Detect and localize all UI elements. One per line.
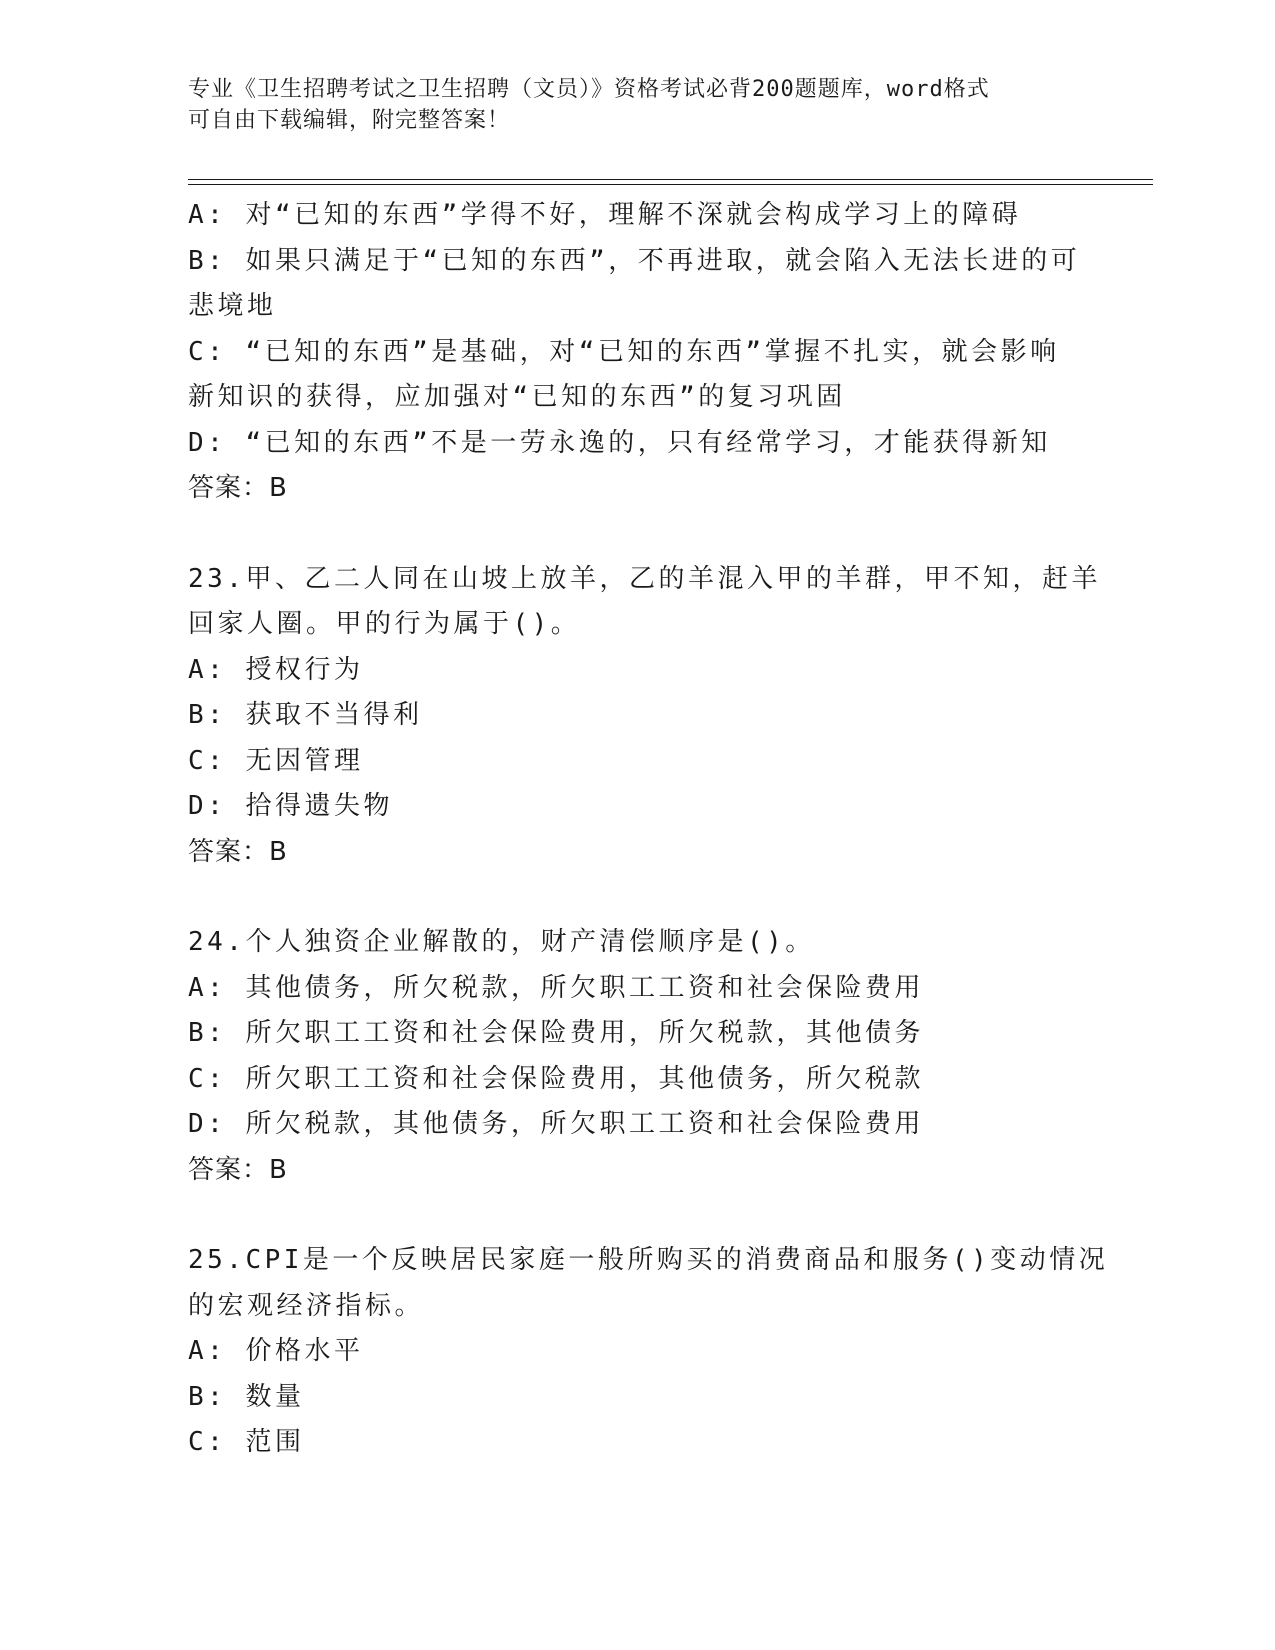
header-line: 专业《卫生招聘考试之卫生招聘（文员）》资格考试必背200题题库，word格式	[188, 77, 990, 102]
spacer	[188, 1193, 1088, 1238]
document-body	[188, 193, 1109, 1466]
question-stem-continued: 回家人圈。甲的行为属于()。	[188, 609, 581, 639]
option-b: B: 获取不当得利	[188, 700, 423, 730]
question-24	[188, 920, 1088, 1193]
option-c: C: 无因管理	[188, 745, 364, 776]
option-b: B: 如果只满足于“已知的东西”，不再进取，就会陷入无法长进的可	[188, 245, 1081, 276]
header-divider	[188, 184, 1153, 185]
document-header	[188, 74, 1088, 136]
question-stem-continued: 的宏观经济指标。	[188, 1290, 425, 1321]
option-c-continued: 新知识的获得，应加强对“已知的东西”的复习巩固	[188, 382, 846, 412]
spacer	[188, 512, 1088, 557]
question-stem: 23.甲、乙二人同在山坡上放羊，乙的羊混入甲的羊群，甲不知，赶羊	[188, 563, 1101, 594]
option-b: B: 数量	[188, 1381, 305, 1412]
answer-line: 答案：B	[188, 1154, 288, 1185]
option-c: C: 所欠职工工资和社会保险费用，其他债务，所欠税款	[188, 1063, 924, 1094]
spacer	[188, 875, 1088, 920]
question-22-options	[188, 193, 1088, 512]
header-line: 可自由下载编辑，附完整答案！	[188, 108, 511, 133]
option-d: D: 拾得遗失物	[188, 791, 393, 821]
option-a: A: 价格水平	[188, 1336, 364, 1366]
question-stem: 25.CPI是一个反映居民家庭一般所购买的消费商品和服务()变动情况	[188, 1245, 1109, 1275]
question-stem: 24.个人独资企业解散的，财产清偿顺序是()。	[188, 927, 815, 957]
option-a: A: 其他债务，所欠税款，所欠职工工资和社会保险费用	[188, 972, 924, 1003]
answer-line: 答案：B	[188, 473, 288, 503]
option-a: A: 对“已知的东西”学得不好，理解不深就会构成学习上的障碍	[188, 200, 1022, 230]
option-b: B: 所欠职工工资和社会保险费用，所欠税款，其他债务	[188, 1018, 924, 1048]
option-b-continued: 悲境地	[188, 291, 277, 321]
question-25	[188, 1238, 1109, 1466]
option-a: A: 授权行为	[188, 654, 364, 685]
header-divider	[188, 179, 1153, 180]
option-d: D: “已知的东西”不是一劳永逸的，只有经常学习，才能获得新知	[188, 427, 1051, 458]
answer-line: 答案：B	[188, 836, 288, 867]
option-d: D: 所欠税款，其他债务，所欠职工工资和社会保险费用	[188, 1109, 924, 1139]
option-c: C: “已知的东西”是基础，对“已知的东西”掌握不扎实，就会影响	[188, 336, 1060, 367]
option-c: C: 范围	[188, 1427, 305, 1457]
question-23	[188, 557, 1101, 876]
